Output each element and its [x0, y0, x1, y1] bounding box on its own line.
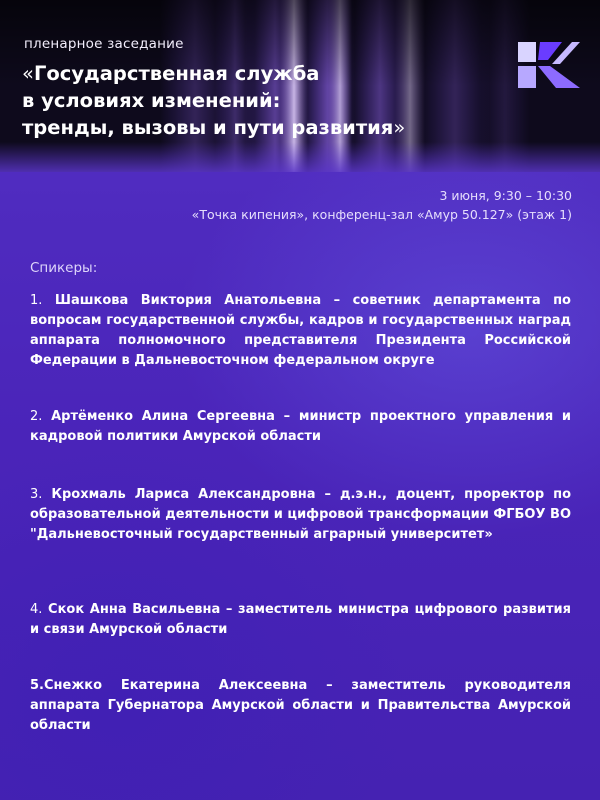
- speaker-text: Снежко Екатерина Алексеевна – заместитель руководителя аппарата Губернатора Амурской области и Правительства Амурской области: [30, 678, 571, 733]
- title-line-3: тренды, вызовы и пути развития»: [22, 116, 406, 139]
- k-logo-icon: [514, 36, 584, 94]
- speaker-item: [30, 676, 571, 736]
- event-type: пленарное заседание: [24, 36, 184, 52]
- header-glow: [0, 142, 600, 172]
- title-line-1: «Государственная служба: [22, 62, 320, 85]
- speaker-text: Артёменко Алина Сергеевна – министр проектного управления и кадровой политики Амурской области: [30, 409, 571, 444]
- speaker-text: Скок Анна Васильевна – заместитель министра цифрового развития и связи Амурской области: [30, 602, 571, 637]
- title-line-2: в условиях изменений:: [22, 89, 281, 112]
- event-location: «Точка кипения», конференц-зал «Амур 50.127» (этаж 1): [191, 207, 572, 222]
- event-date-time: 3 июня, 9:30 – 10:30: [439, 188, 572, 203]
- speaker-number: 4.: [30, 602, 43, 617]
- speaker-number: 3.: [30, 487, 43, 502]
- speaker-number: 2.: [30, 409, 43, 424]
- speakers-heading: Спикеры:: [30, 260, 98, 276]
- speaker-item: [30, 291, 571, 371]
- event-title: [22, 60, 482, 141]
- speaker-number: 1.: [30, 293, 43, 308]
- speaker-item: [30, 485, 571, 545]
- header-banner: [0, 0, 600, 172]
- quote-close: »: [393, 116, 406, 139]
- quote-open: «: [22, 62, 34, 85]
- speaker-text: Шашкова Виктория Анатольевна – советник департамента по вопросам государственной службы, кадров и государственных наград аппарата полномочного представителя Президента Российской Федерации в Дальневосточном федеральном округе: [30, 293, 571, 368]
- speaker-item: [30, 407, 571, 447]
- speaker-text: Крохмаль Лариса Александровна – д.э.н., доцент, проректор по образовательной деятельности и цифровой трансформации ФГБОУ ВО "Дальневосточный государственный аграрный университет»: [30, 487, 571, 542]
- speaker-number: 5.: [30, 678, 44, 693]
- event-details: [192, 186, 572, 224]
- speaker-item: [30, 600, 571, 640]
